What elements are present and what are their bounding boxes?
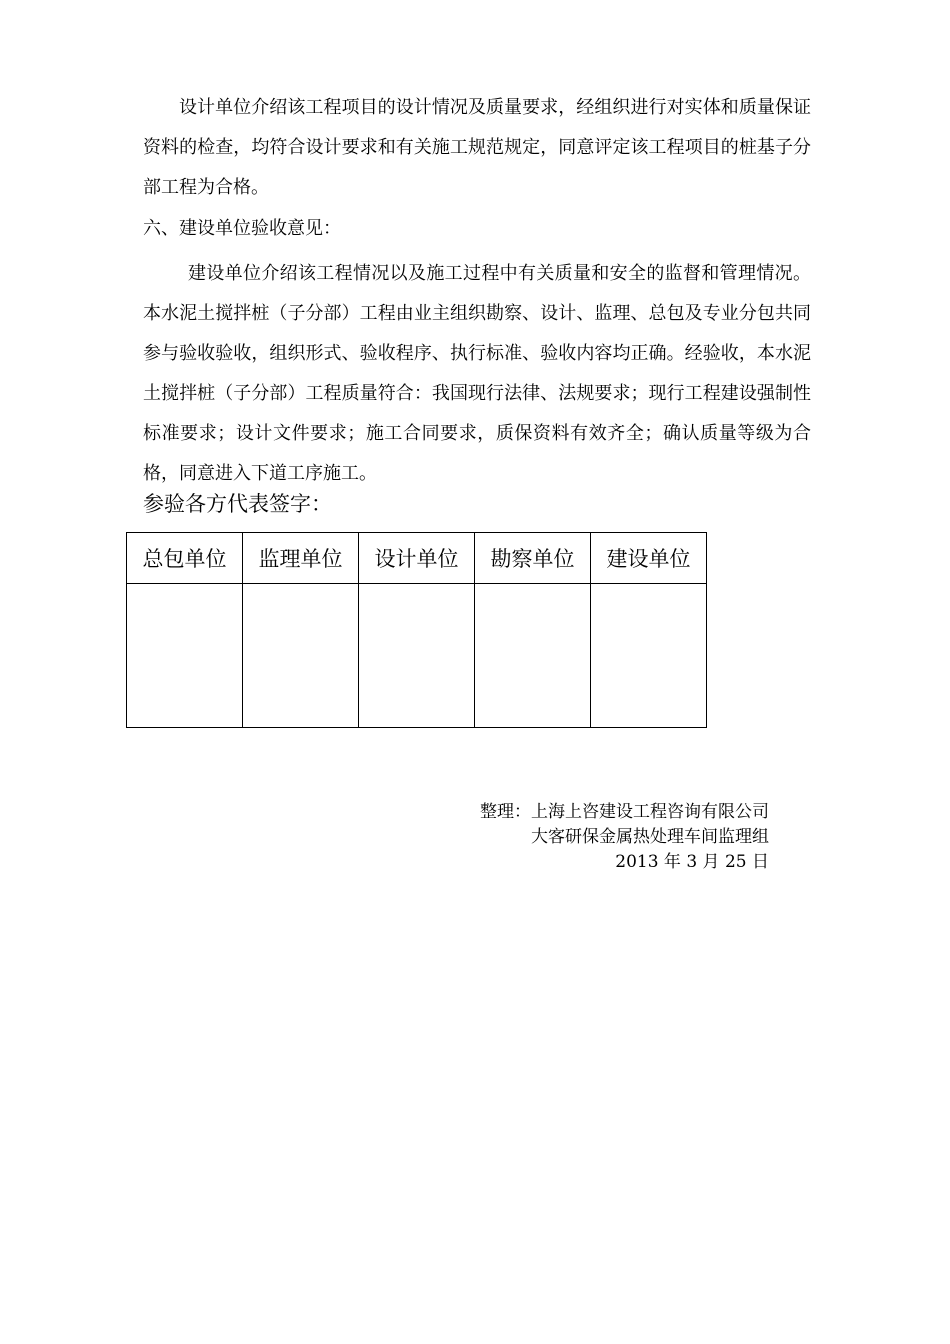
signature-title: 参验各方代表签字： [143, 492, 332, 516]
signature-cell-design [359, 584, 475, 728]
design-opinion-paragraph: 设计单位介绍该工程项目的设计情况及质量要求，经组织进行对实体和质量保证资料的检查，均符合设计要求和有关施工规范规定，同意评定该工程项目的桩基子分部工程为合格。 [143, 97, 811, 198]
footer-date: 2013 年 3 月 25 日 [615, 852, 769, 872]
footer-compiled-by: 整理：上海上咨建设工程咨询有限公司 [480, 802, 769, 822]
footer-block [480, 800, 769, 875]
signature-table [126, 532, 707, 728]
signature-table-sign-row [127, 584, 707, 728]
footer-team: 大客研保金属热处理车间监理组 [531, 827, 769, 847]
signature-table-header-row [127, 533, 707, 584]
signature-cell-supervision [243, 584, 359, 728]
header-survey: 勘察单位 [475, 533, 591, 584]
section-six-heading: 六、建设单位验收意见： [143, 218, 341, 239]
signature-cell-survey [475, 584, 591, 728]
signature-cell-owner [591, 584, 707, 728]
header-design: 设计单位 [359, 533, 475, 584]
header-general-contractor: 总包单位 [127, 533, 243, 584]
signature-cell-general-contractor [127, 584, 243, 728]
header-owner: 建设单位 [591, 533, 707, 584]
header-supervision: 监理单位 [243, 533, 359, 584]
owner-opinion-paragraph: 建设单位介绍该工程情况以及施工过程中有关质量和安全的监督和管理情况。本水泥土搅拌桩（子分部）工程由业主组织勘察、设计、监理、总包及专业分包共同参与验收验收，组织形式、验收程序、执行标准、验收内容均正确。经验收，本水泥土搅拌桩（子分部）工程质量符合：我国现行法律、法规要求；现行工程建设强制性标准要求；设计文件要求；施工合同要求，质保资料有效齐全；确认质量等级为合格，同意进入下道工序施工。 [143, 263, 811, 484]
